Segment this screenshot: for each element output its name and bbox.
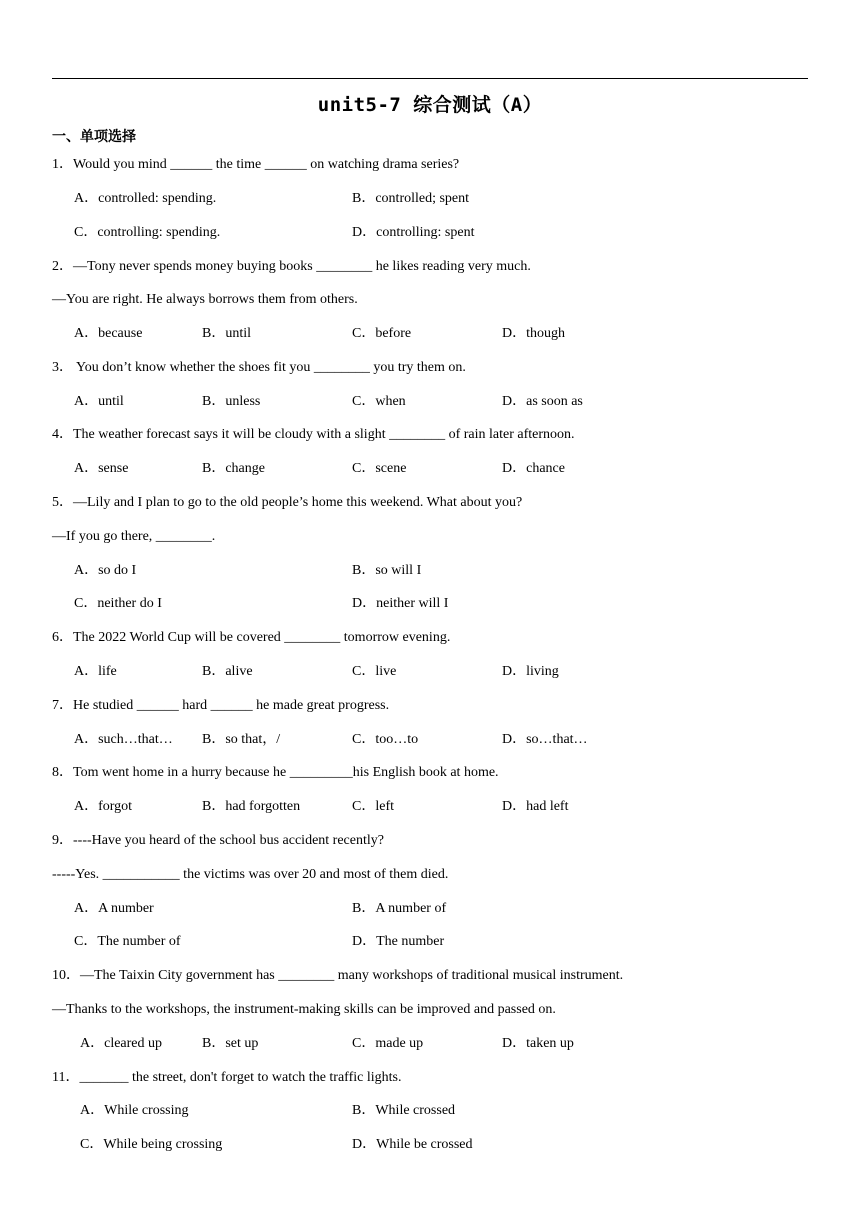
q4-option-b[interactable]: B．change: [202, 461, 265, 476]
page-title: unit5-7 综合测试（A）: [317, 94, 543, 116]
q5-option-a[interactable]: A．so do I: [74, 563, 137, 578]
q11-option-a[interactable]: A．While crossing: [80, 1103, 189, 1118]
question-11-text: 11．_______ the street, don't forget to watch the traffic lights.: [52, 1070, 402, 1085]
q8-option-b[interactable]: B．had forgotten: [202, 799, 301, 814]
q1-option-b[interactable]: B．controlled; spent: [352, 191, 470, 206]
question-2-reply: —You are right. He always borrows them from others.: [52, 292, 358, 307]
q5-option-d[interactable]: D．neither will I: [352, 596, 449, 611]
q6-option-a[interactable]: A．life: [74, 664, 117, 679]
q7-option-b[interactable]: B．so that，/: [202, 732, 281, 747]
q3-option-b[interactable]: B．unless: [202, 394, 261, 409]
q11-option-c[interactable]: C．While being crossing: [80, 1137, 223, 1152]
q3-option-c[interactable]: C．when: [352, 394, 406, 409]
q1-option-d[interactable]: D．controlling: spent: [352, 225, 475, 240]
question-5-reply: —If you go there, ________.: [52, 529, 216, 544]
q3-option-a[interactable]: A．until: [74, 394, 124, 409]
q9-option-b[interactable]: B．A number of: [352, 901, 447, 916]
q9-option-d[interactable]: D．The number: [352, 934, 445, 949]
q7-option-c[interactable]: C．too…to: [352, 732, 419, 747]
question-8-text: 8．Tom went home in a hurry because he _________his English book at home.: [52, 765, 499, 780]
q6-option-b[interactable]: B．alive: [202, 664, 253, 679]
q11-option-b[interactable]: B．While crossed: [352, 1103, 456, 1118]
q2-option-d[interactable]: D．though: [502, 326, 565, 341]
question-9-text: 9．----Have you heard of the school bus accident recently?: [52, 833, 384, 848]
question-3-text: 3． You don’t know whether the shoes fit you ________ you try them on.: [52, 360, 466, 375]
q1-option-a[interactable]: A．controlled: spending.: [74, 191, 217, 206]
q11-option-d[interactable]: D．While be crossed: [352, 1137, 473, 1152]
q10-option-d[interactable]: D．taken up: [502, 1036, 574, 1051]
q9-option-a[interactable]: A．A number: [74, 901, 154, 916]
q2-option-b[interactable]: B．until: [202, 326, 252, 341]
question-7-text: 7．He studied ______ hard ______ he made great progress.: [52, 698, 390, 713]
q10-option-c[interactable]: C．made up: [352, 1036, 424, 1051]
question-1-text: 1．Would you mind ______ the time ______ on watching drama series?: [52, 157, 460, 172]
q10-option-b[interactable]: B．set up: [202, 1036, 259, 1051]
section-heading: 一、单项选择: [52, 129, 136, 145]
q4-option-d[interactable]: D．chance: [502, 461, 565, 476]
question-10-text: 10．—The Taixin City government has ________ many workshops of traditional musical instrument.: [52, 968, 624, 983]
question-4-text: 4．The weather forecast says it will be cloudy with a slight ________ of rain later afternoon.: [52, 427, 575, 442]
header-rule: [52, 78, 808, 79]
q4-option-c[interactable]: C．scene: [352, 461, 407, 476]
q2-option-a[interactable]: A．because: [74, 326, 143, 341]
q6-option-d[interactable]: D．living: [502, 664, 559, 679]
q6-option-c[interactable]: C．live: [352, 664, 397, 679]
q8-option-d[interactable]: D．had left: [502, 799, 569, 814]
question-6-text: 6．The 2022 World Cup will be covered ________ tomorrow evening.: [52, 630, 451, 645]
question-2-text: 2．—Tony never spends money buying books ________ he likes reading very much.: [52, 259, 531, 274]
q1-option-c[interactable]: C．controlling: spending.: [74, 225, 221, 240]
question-5-text: 5．—Lily and I plan to go to the old people’s home this weekend. What about you?: [52, 495, 523, 510]
q8-option-a[interactable]: A．forgot: [74, 799, 133, 814]
q10-option-a[interactable]: A．cleared up: [80, 1036, 163, 1051]
q5-option-b[interactable]: B．so will I: [352, 563, 422, 578]
question-10-reply: —Thanks to the workshops, the instrument-making skills can be improved and passed on.: [52, 1002, 556, 1017]
q8-option-c[interactable]: C．left: [352, 799, 394, 814]
q2-option-c[interactable]: C．before: [352, 326, 412, 341]
q7-option-d[interactable]: D．so…that…: [502, 732, 588, 747]
question-9-reply: -----Yes. ___________ the victims was over 20 and most of them died.: [52, 867, 449, 882]
q7-option-a[interactable]: A．such…that…: [74, 732, 173, 747]
q3-option-d[interactable]: D．as soon as: [502, 394, 583, 409]
q5-option-c[interactable]: C．neither do I: [74, 596, 162, 611]
q9-option-c[interactable]: C．The number of: [74, 934, 181, 949]
q4-option-a[interactable]: A．sense: [74, 461, 129, 476]
